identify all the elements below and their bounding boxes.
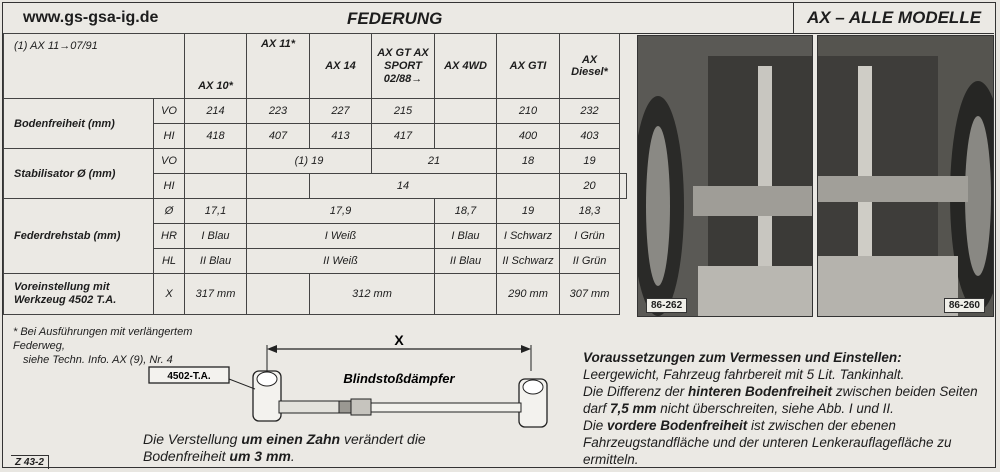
table-cell: 215 xyxy=(372,99,435,124)
table-cell xyxy=(435,274,497,315)
table-cell: 317 mm xyxy=(185,274,247,315)
header-bar xyxy=(3,3,994,34)
caption-text: . xyxy=(290,448,295,464)
table-cell: (1) 19 xyxy=(247,149,372,174)
caption-bold: um einen Zahn xyxy=(241,431,341,447)
photo-rear-suspension xyxy=(817,35,994,317)
table-corner-note: (1) AX 11→07/91 xyxy=(4,34,185,99)
table-cell: II Grün xyxy=(560,249,620,274)
page-title: FEDERUNG xyxy=(347,9,443,28)
table-cell: II Blau xyxy=(435,249,497,274)
table-cell: 18 xyxy=(497,149,560,174)
table-cell: I Weiß xyxy=(247,224,435,249)
table-cell: 19 xyxy=(497,199,560,224)
footnote-line-2: siehe Techn. Info. AX (9), Nr. 4 xyxy=(23,354,173,366)
table-cell: 232 xyxy=(560,99,620,124)
sub-label-vo: VO xyxy=(154,99,185,124)
model-scope: AX – ALLE MODELLE xyxy=(793,3,994,33)
spec-sheet xyxy=(2,2,996,468)
tool-number-label: 4502-T.A. xyxy=(167,371,211,382)
table-cell: 407 xyxy=(247,124,310,149)
sub-label-diameter: Ø xyxy=(154,199,185,224)
photo-caption-right: 86-260 xyxy=(944,298,985,313)
sub-label-vo: VO xyxy=(154,149,185,174)
col-axdiesel: AX Diesel* xyxy=(560,34,620,99)
table-cell: I Blau xyxy=(185,224,247,249)
requirements-line-1: Leergewicht, Fahrzeug fahrbereit mit 5 Lit. Tankinhalt. xyxy=(583,367,905,382)
photo-front-suspension xyxy=(637,35,813,317)
caption-bold: um 3 mm xyxy=(229,448,291,464)
table-cell: 290 mm xyxy=(497,274,560,315)
table-cell xyxy=(185,174,247,199)
table-cell: 17,9 xyxy=(247,199,435,224)
requirements-line-2: Die Differenz der hinteren Bodenfreiheit zwischen beiden Seiten darf 7,5 mm nicht überschreiten, siehe Abb. I und II. xyxy=(583,384,978,416)
table-cell xyxy=(435,124,497,149)
row-label-stabilisator: Stabilisator Ø (mm) xyxy=(4,149,154,199)
col-ax14: AX 14 xyxy=(310,34,372,99)
table-cell: 214 xyxy=(185,99,247,124)
table-cell xyxy=(620,174,627,199)
row-label-voreinstellung: Voreinstellung mit Werkzeug 4502 T.A. xyxy=(4,274,154,315)
col-ax10: AX 10* xyxy=(185,34,247,99)
page-code: Z 43-2 xyxy=(11,455,49,469)
site-url[interactable]: www.gs-gsa-ig.de xyxy=(23,9,159,26)
table-cell: 227 xyxy=(310,99,372,124)
sub-label-hi: HI xyxy=(154,124,185,149)
table-cell: 18,3 xyxy=(560,199,620,224)
photo-illustration-left xyxy=(638,36,813,317)
sub-label-x: X xyxy=(154,274,185,315)
photo-caption-left: 86-262 xyxy=(646,298,687,313)
table-cell: 403 xyxy=(560,124,620,149)
table-cell: II Blau xyxy=(185,249,247,274)
table-cell xyxy=(247,174,310,199)
table-cell: II Schwarz xyxy=(497,249,560,274)
table-cell: 223 xyxy=(247,99,310,124)
col-ax4wd: AX 4WD xyxy=(435,34,497,99)
suspension-table xyxy=(3,33,627,315)
table-cell: II Weiß xyxy=(247,249,435,274)
col-axgti: AX GTI xyxy=(497,34,560,99)
suspension-photos xyxy=(637,35,994,317)
requirements-title: Voraussetzungen zum Vermessen und Einstellen: xyxy=(583,350,902,365)
caption-text: verändert die Bodenfreiheit xyxy=(143,431,426,464)
footnote-line-1: * Bei Ausführungen mit verlängertem Federweg, xyxy=(13,326,193,352)
damper-label: Blindstoßdämpfer xyxy=(343,371,455,386)
table-cell xyxy=(247,274,310,315)
dimension-x-label: X xyxy=(394,332,404,348)
col-ax11: AX 11* xyxy=(247,34,310,99)
adjustment-caption xyxy=(143,431,503,465)
photo-illustration-right xyxy=(818,36,994,317)
row-label-bodenfreiheit: Bodenfreiheit (mm) xyxy=(4,99,154,149)
table-cell: 400 xyxy=(497,124,560,149)
sub-label-hi: HI xyxy=(154,174,185,199)
table-cell: 307 mm xyxy=(560,274,620,315)
tool-drawing xyxy=(143,331,563,431)
table-cell: 413 xyxy=(310,124,372,149)
table-cell: I Grün xyxy=(560,224,620,249)
table-cell xyxy=(185,149,247,174)
table-cell: 418 xyxy=(185,124,247,149)
table-cell xyxy=(497,174,560,199)
table-cell: 21 xyxy=(372,149,497,174)
requirements-line-3: Die vordere Bodenfreiheit ist zwischen der ebenen Fahrzeugstandfläche und der unteren Lenkerauflagefläche zu ermitteln. xyxy=(583,418,952,467)
table-cell: 312 mm xyxy=(310,274,435,315)
table-cell: 20 xyxy=(560,174,620,199)
table-cell: I Blau xyxy=(435,224,497,249)
row-label-federdrehstab: Federdrehstab (mm) xyxy=(4,199,154,274)
table-cell xyxy=(435,99,497,124)
adjustment-tool-diagram xyxy=(143,331,563,431)
table-cell: 19 xyxy=(560,149,620,174)
table-cell: 14 xyxy=(310,174,497,199)
table-cell: I Schwarz xyxy=(497,224,560,249)
table-cell: 417 xyxy=(372,124,435,149)
sub-label-hl: HL xyxy=(154,249,185,274)
measurement-requirements xyxy=(583,349,993,468)
col-axgt: AX GT AX SPORT 02/88→ xyxy=(372,34,435,99)
table-cell: 17,1 xyxy=(185,199,247,224)
table-cell: 18,7 xyxy=(435,199,497,224)
table-cell: 210 xyxy=(497,99,560,124)
sub-label-hr: HR xyxy=(154,224,185,249)
caption-text: Die Verstellung xyxy=(143,431,242,447)
